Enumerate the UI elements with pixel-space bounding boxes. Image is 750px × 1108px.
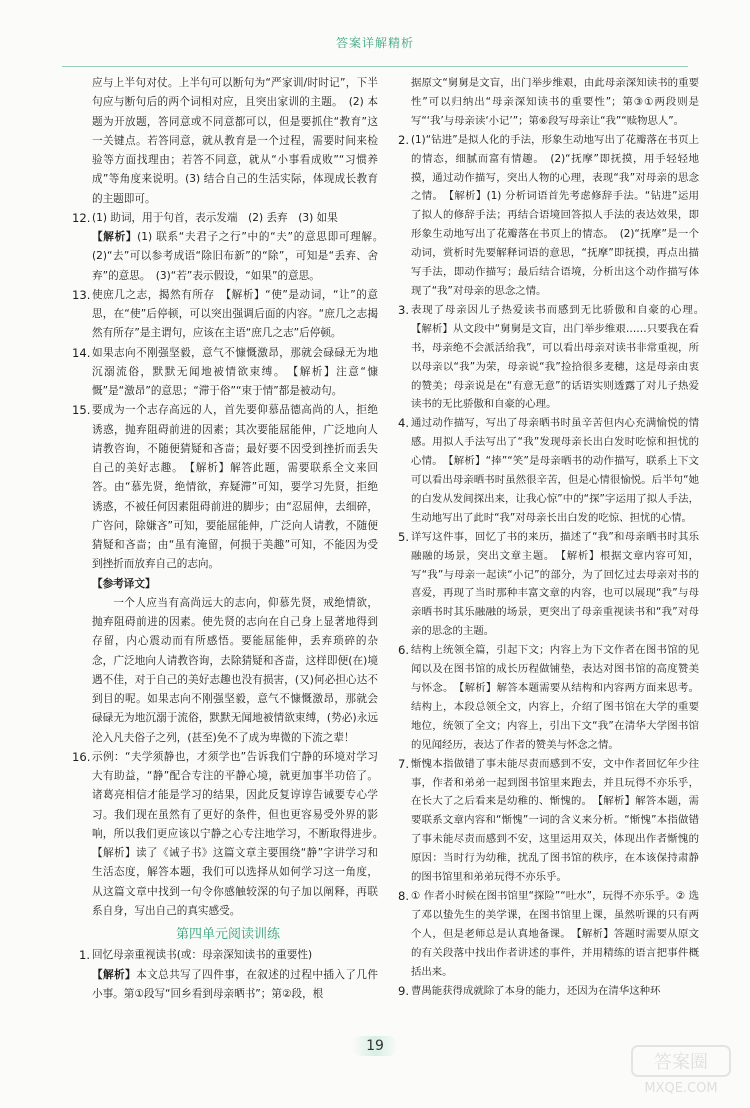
item-text xyxy=(92,228,389,286)
item-number: 9. xyxy=(397,983,409,998)
section-heading: 第四单元阅读训练 xyxy=(175,927,280,942)
item-text xyxy=(92,209,378,228)
answer-item xyxy=(78,74,378,209)
item-text xyxy=(92,344,378,402)
item-text xyxy=(92,575,378,594)
answer-item xyxy=(397,887,699,982)
item-text xyxy=(411,982,699,1001)
watermark-text: 答案圈 xyxy=(654,1052,708,1073)
item-text xyxy=(411,414,699,527)
translation-paragraph: 一个人应当有高尚远大的志向，仰慕先贤，戒绝情欲，抛弃阻碍前进的因素。使先贤的志向在自己身上显著地得到存留，内心震动而有所感悟。要能屈能伸，丢弃琐碎的杂念，广泛地向人请教咨询，去除猜疑和吝啬，这样即便(在)境遇不佳，对于自己的美好志趣也没有损害，(又)何必担心达不到目的呢。如果志向不刚强坚毅，意气不慷慨激昂，那就会碌碌无为地沉溺于流俗，默默无闻地被情欲束缚，(势必)永远沦入凡夫俗子之列，(甚至)免不了成为卑微的下流之辈！ xyxy=(92,596,378,744)
item-text xyxy=(92,401,378,574)
item-body: 如果志向不刚强坚毅，意气不慷慨激昂，那就会碌碌无为地沉溺流俗，默默无闻地被情欲束缚。 【解析】注意“慷慨”是“激昂”的意思；“滞于俗”“束于情”都是被动句。 xyxy=(92,346,378,397)
item-body: 详写这件事，回忆了书的来历，描述了“我”和母亲晒书时其乐融融的场景，突出文章主题。 【解析】根据文章内容可知，写“我”与母亲一起读“小记”的部分，为了回忆过去母亲对书的喜爱，再现了当时那种丰富文章的内容，也可以展现“我”与母亲晒书时其乐融融的场景，更突出了母亲重视读书和“我”对母亲的思念的主题。 xyxy=(411,530,699,638)
item-number: 13. xyxy=(72,287,91,302)
item-number: 1. xyxy=(78,948,90,963)
header-rule xyxy=(62,66,688,67)
item-body: 回忆母亲重视读书(或：母亲深知读书的重要性) xyxy=(92,949,313,962)
item-body: 惭愧本指做错了事未能尽责而感到不安，文中作者回忆年少往事，作者和弟弟一起到图书馆里来跑去，并且玩得不亦乐乎，在长大了之后看来是幼稚的、惭愧的。 【解析】解答本题，需要联系文章内容和“惭愧”一词的含义来分析。“惭愧”本指做错了事未能尽责而感到不安，这里运用双关，体现出作者惭愧的原因：当时行为幼稚，扰乱了图书馆的秩序，在本该保持肃静的图书馆里和弟弟玩得不亦乐乎。 xyxy=(411,757,699,884)
analysis-tag: 【解析】 xyxy=(92,231,138,243)
answer-item xyxy=(78,966,378,1005)
watermark-url: MXQE.COM xyxy=(644,1081,718,1096)
item-text xyxy=(411,131,699,301)
item-text xyxy=(92,946,378,965)
item-body: 结构上统领全篇，引起下文；内容上为下文作者在图书馆的见闻以及在图书馆的成长历程做铺垫，表达对图书馆的高度赞美与怀念。 【解析】解答本题需要从结构和内容两方面来思考。结构上，本段总领全文，内容上，介绍了图书馆在大学的重要地位，统领了全文；内容上，引出下文“我”在清华大学图书馆的见闻经历，表达了作者的赞美与怀念之情。 xyxy=(411,644,699,751)
answer-item xyxy=(397,755,699,887)
item-number: 15. xyxy=(72,403,91,418)
item-number: 12. xyxy=(72,210,91,225)
answer-item xyxy=(397,301,710,414)
item-body: (1) 助词，用于句首，表示发端 (2) 丢弃 (3) 如果 xyxy=(92,211,338,224)
item-number: 14. xyxy=(72,345,91,360)
answer-item xyxy=(78,946,378,965)
answer-item xyxy=(397,414,699,527)
item-body: 据原文“舅舅是文盲，出门举步维艰，由此母亲深知读书的重要性”可以归纳出“母亲深知读书的重要性”；第③①两段则是写“‘我’与母亲读‘小记’”；第⑥段写母亲让“我”“赎物思人”。 xyxy=(411,77,699,127)
answer-item xyxy=(397,528,699,641)
item-text xyxy=(92,966,378,1005)
header-title: 答案详解精析 xyxy=(335,36,414,50)
analysis-tag: 【参考译文】 xyxy=(92,577,156,590)
item-body: 本文总共写了四件事，在叙述的过程中插入了几件小事。第①段写“回乡看到母亲晒书”；第②段，根 xyxy=(92,968,379,1000)
answer-item xyxy=(72,401,378,574)
answer-item xyxy=(78,228,389,286)
item-text xyxy=(411,641,699,754)
answer-item xyxy=(397,74,699,131)
page-header xyxy=(0,34,750,51)
item-text xyxy=(411,301,710,414)
item-body: 使庶几之志，揭然有所存 【解析】“使”是动词，“让”的意思，在“使”后停顿，可以突出强调后面的内容。“庶几之志揭然有所存”是主谓句，应该在主语“庶几之志”后停顿。 xyxy=(92,288,378,340)
item-text xyxy=(92,286,378,344)
item-number: 4. xyxy=(397,416,409,431)
answer-item xyxy=(397,131,699,301)
item-text xyxy=(92,74,378,209)
item-number: 3. xyxy=(397,302,409,317)
item-text xyxy=(411,528,699,641)
item-text xyxy=(411,887,699,982)
item-text xyxy=(411,74,699,131)
item-number: 6. xyxy=(397,643,409,658)
watermark-logo xyxy=(626,1040,736,1098)
item-text xyxy=(92,748,389,921)
item-number: 2. xyxy=(397,132,409,147)
item-number: 7. xyxy=(397,756,409,771)
item-number: 5. xyxy=(397,529,409,544)
answer-item xyxy=(72,209,378,228)
item-body: 表现了母亲因儿子热爱读书而感到无比骄傲和自豪的心理。 【解析】从文段中“舅舅是文盲，出门举步维艰……只要我在看书，母亲绝不会派活给我”，可以看出母亲对读书非常重视，所以母亲以“我”为荣，母亲说“我”捡拾很多麦穗，这是母亲由衷的赞美；母亲说是在“有意无意”的话语实则透露了对儿子热爱读书的无比骄傲和自豪的心理。 xyxy=(411,303,710,411)
item-body: (1) 联系“夫君子之行”中的“夫”的意思即可理解。 (2)“去”可以参考成语“除旧布新”的“除”，可知是“丢弃、舍弃”的意思。 (3)“若”表示假设，“如果”的意思。 xyxy=(92,231,389,282)
item-body: 曹禺能获得成就除了本身的能力，还因为在清华这种环 xyxy=(411,984,661,997)
item-number: 8. xyxy=(397,888,409,903)
answer-item xyxy=(78,575,378,594)
item-body: 通过动作描写，写出了母亲晒书时虽辛苦但内心充满愉悦的情感。用拟人手法写出了“我”发现母亲长出白发时吃惊和担忧的心情。 【解析】“捧”“笑”是母亲晒书的动作描写，联系上下文可以看出母亲晒书时虽然很辛苦，但是心情很愉悦。后半句“她的白发从发间探出来，让我心惊”中的“探”字运用了拟人手法，生动地写出了此时“我”对母亲长出白发的吃惊、担忧的心情。 xyxy=(411,417,699,524)
item-body: 示例：“夫学须静也，才须学也”告诉我们宁静的环境对学习大有助益，“静”配合专注的平静心境，就更加事半功倍了。诸葛亮相信才能是学习的结果，因此反复谆谆告诫要专心学习。我们现在虽然有了更好的条件，但也更容易受外界的影响，所以我们更应该以宁静之心专注地学习，不断取得进步。 【解析】读了《诫子书》这篇文章主要围绕“静”字讲学习和生活态度，解答本题，我们可以选择从如何学习这一角度，从这篇文章中找到一句令你感触较深的句子加以阐释，再联系自身，写出自己的真实感受。 xyxy=(92,750,389,917)
item-body: 应与上半句对仗。上半句可以断句为“严家训/时时记”，下半句应与断句后的两个词相对应，且突出家训的主题。 (2) 本题为开放题，答同意或不同意都可以，但是要抓住“教育”这一关键点。若答同意，就从教育是一个过程，需要时间来检验等方面找理由；若答不同意，就从“小事看成败”“习惯养成”等角度来说明。(3) 结合自己的生活实际，体现成长教育的主题即可。 xyxy=(92,77,378,205)
answer-item xyxy=(72,344,378,402)
left-column xyxy=(72,74,389,1004)
page-number-label: 19 xyxy=(352,1036,398,1056)
answer-item xyxy=(78,594,378,748)
item-text xyxy=(411,755,699,887)
item-body: ① 作者小时候在图书馆里“探险”“吐水”，玩得不亦乐乎。② 选了邓以蛰先生的美学课，在图书馆里上课，虽然听课的只有两个人，但是老师总是认真地备课。 【解析】答题时需要从原文的有关段落中找出作者讲述的事件，并用精练的语言把事件概括出来。 xyxy=(411,889,699,978)
answer-item xyxy=(397,641,699,754)
item-number: 16. xyxy=(72,749,91,764)
answer-item xyxy=(397,982,699,1001)
item-body: 要成为一个志存高远的人，首先要仰慕品德高尚的人，拒绝诱惑，抛弃阻碍前进的因素；其次要能屈能伸，广泛地向人请教咨询，不随便猜疑和吝啬；最好要不因受到挫折而丢失自己的美好志趣。 【解析】解答此题，需要联系全文来回答。由“慕先贤，绝情欲，弃疑滞”可知，要学习先贤，拒绝诱惑，不被任何因素阻碍前进的脚步；由“忍屈伸，去细碎，广咨问，除嫌吝”可知，要能屈能伸，广泛向人请教，不随便猜疑和吝啬；由“虽有淹留，何损于美趣”可知，不能因为受到挫折而放弃自己的志向。 xyxy=(92,404,378,571)
answer-item xyxy=(72,748,389,921)
answer-item xyxy=(72,286,378,344)
item-body: (1)“钻进”是拟人化的手法，形象生动地写出了花瓣落在书页上的情态，细腻而富有情趣。 (2)“抚摩”即抚摸，用手轻轻地摸，通过动作描写，突出人物的心理，表现“我”对母亲的思念之情。 【解析】(1) 分析词语首先考虑修辞手法。“钻进”运用了拟人的修辞手法；再结合语境回答拟人手法的表达效果，即形象生动地写出了花瓣落在书页上的情态。 (2)“抚摩”是一个动词，赏析时先要解释词语的意思，“抚摩”即抚摸，再点出描写手法，即动作描写；最后结合语境，分析出这个动作描写体现了“我”对母亲的思念之情。 xyxy=(411,133,699,297)
right-column xyxy=(397,74,710,1000)
analysis-tag: 【解析】 xyxy=(92,968,137,981)
